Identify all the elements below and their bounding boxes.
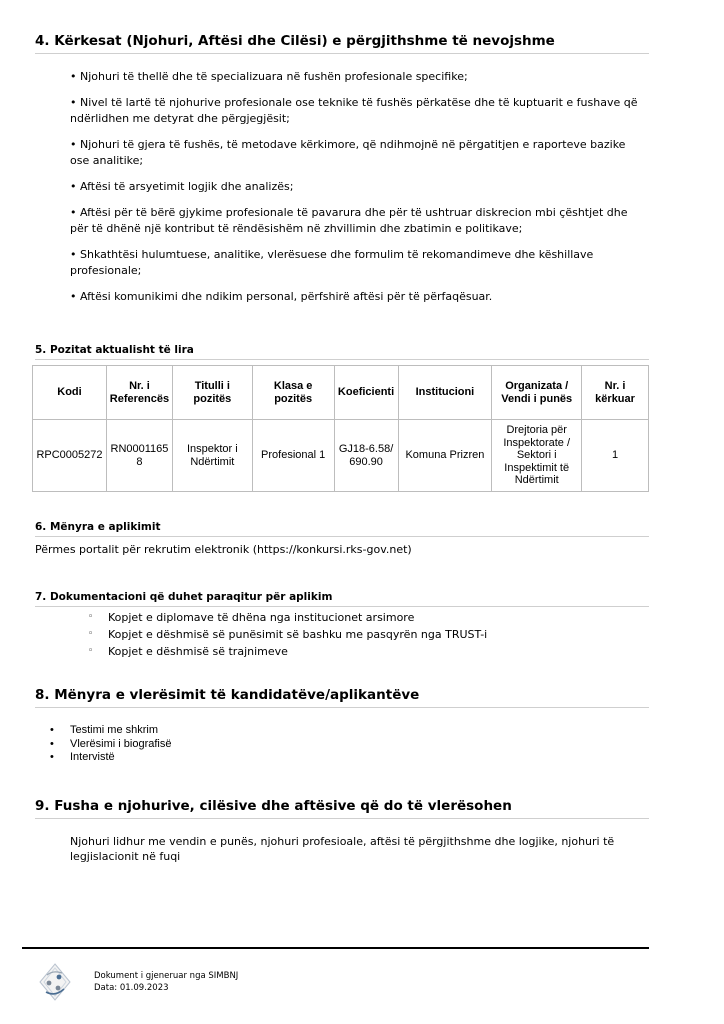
circle-bullet-icon: ◦: [88, 629, 94, 639]
circle-bullet-icon: ◦: [88, 646, 94, 656]
documents-list: [88, 609, 487, 660]
requirement-item: • Njohuri të thellë dhe të specializuara në fushën profesionale specifike;: [70, 70, 468, 83]
header-class: Klasa e pozitës: [252, 366, 334, 420]
header-reference: Nr. i Referencës: [106, 366, 172, 420]
application-method-text: Përmes portalit për rekrutim elektronik (https://konkursi.rks-gov.net): [35, 543, 412, 556]
section-9-title: 9. Fusha e njohurive, cilësive dhe aftësive që do të vlerësohen: [35, 798, 649, 819]
circle-bullet-icon: ◦: [88, 612, 94, 622]
header-title: Titulli i pozitës: [172, 366, 252, 420]
generated-by-text: Dokument i gjeneruar nga SIMBNJ: [94, 971, 239, 981]
footer-info: [94, 970, 238, 994]
list-item: ◦ Kopjet e dëshmisë së punësimit së bashku me pasqyrën nga TRUST-i: [88, 628, 488, 641]
header-code: Kodi: [33, 366, 107, 420]
list-item: • Intervistë: [50, 751, 115, 763]
section-7-title: 7. Dokumentacioni që duhet paraqitur për aplikim: [35, 591, 649, 607]
header-organization: Organizata / Vendi i punës: [492, 366, 582, 420]
section-4-title: 4. Kërkesat (Njohuri, Aftësi dhe Cilësi) e përgjithshme të nevojshme: [35, 33, 649, 54]
knowledge-fields-text: Njohuri lidhur me vendin e punës, njohuri profesioale, aftësi të përgjithshme dhe logjike, njohuri të legjislacionit në fuqi: [70, 835, 615, 863]
requirement-item: • Aftësi komunikimi dhe ndikim personal, përfshirë aftësi për të përfaqësuar.: [70, 290, 493, 303]
requirement-item: • Shkathtësi hulumtuese, analitike, vlerësuese dhe formulim të rekomandimeve dhe këshillave profesionale;: [70, 248, 594, 277]
evaluation-list: [50, 724, 171, 765]
table-header-row: [33, 366, 649, 420]
section-8-title: 8. Mënyra e vlerësimit të kandidatëve/aplikantëve: [35, 687, 649, 708]
list-item: ◦ Kopjet e diplomave të dhëna nga institucionet arsimore: [88, 611, 415, 624]
list-item: • Vlerësimi i biografisë: [50, 737, 172, 750]
header-coefficient: Koeficienti: [334, 366, 398, 420]
list-item: ◦ Kopjet e dëshmisë së trajnimeve: [88, 645, 288, 658]
table-row: [33, 420, 649, 492]
cell-institution: Komuna Prizren: [398, 420, 492, 492]
bullet-icon: •: [50, 737, 54, 750]
section-5-title: 5. Pozitat aktualisht të lira: [35, 344, 649, 360]
bullet-icon: •: [50, 751, 54, 763]
date-text: Data: 01.09.2023: [94, 983, 169, 993]
requirement-item: • Nivel të lartë të njohurive profesionale ose teknike të fushës përkatëse dhe të kuptuarit e fushave që ndërlidhen me detyrat dhe përgjegjësit;: [70, 96, 638, 125]
positions-table: [32, 365, 649, 492]
section-6-title: 6. Mënyra e aplikimit: [35, 521, 649, 537]
cell-organization: Drejtoria për Inspektorate / Sektori i Inspektimit të Ndërtimit: [492, 420, 582, 492]
requirement-item: • Aftësi të arsyetimit logjik dhe analizës;: [70, 180, 294, 193]
footer-divider: [22, 947, 649, 949]
header-count: Nr. i kërkuar: [582, 366, 649, 420]
simbnj-logo-icon: [38, 962, 72, 1002]
list-item: • Testimi me shkrim: [50, 724, 159, 736]
requirement-item: • Njohuri të gjera të fushës, të metodave kërkimore, që ndihmojnë në përgatitjen e raporteve bazike ose analitike;: [70, 138, 626, 167]
cell-coefficient: GJ18-6.58/690.90: [334, 420, 398, 492]
cell-count: 1: [582, 420, 649, 492]
cell-title: Inspektor i Ndërtimit: [172, 420, 252, 492]
cell-code: RPC0005272: [33, 420, 107, 492]
header-institution: Institucioni: [398, 366, 492, 420]
requirement-item: • Aftësi për të bërë gjykime profesionale të pavarura dhe për të ushtruar diskrecion mbi çështjet dhe për të dhënë një kontribut të rëndësishëm në zhvillimin dhe zbatimin e politikave;: [70, 206, 628, 235]
cell-class: Profesional 1: [252, 420, 334, 492]
bullet-icon: •: [50, 724, 54, 736]
requirements-list: [70, 69, 648, 315]
cell-reference: RN00011658: [106, 420, 172, 492]
